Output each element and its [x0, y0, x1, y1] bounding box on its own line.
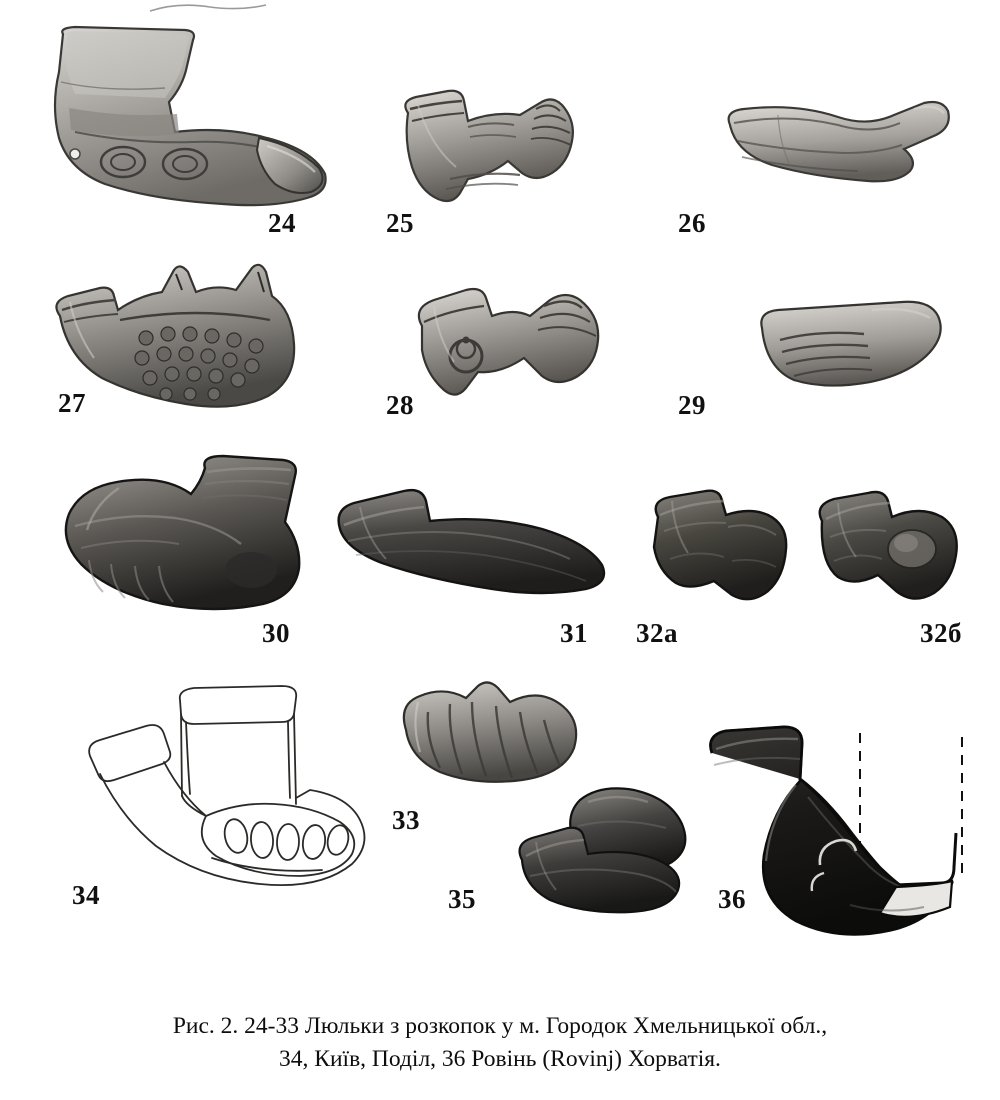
figure-item-35 [508, 782, 708, 922]
figure-item-25 [390, 75, 620, 210]
figure-item-36 [700, 715, 970, 955]
figure-label-27: 27 [58, 388, 86, 418]
figure-item-30 [55, 452, 320, 617]
figure-item-28 [404, 282, 624, 402]
figure-item-32a [640, 487, 800, 612]
figure-label-34: 34 [72, 880, 100, 910]
figure-item-29 [752, 300, 952, 395]
figure-label-32b: 32б [920, 618, 962, 648]
figure-item-32b [808, 487, 968, 612]
figure-label-35: 35 [448, 884, 476, 914]
figure-item-26 [718, 95, 958, 195]
stray-mark [148, 0, 268, 14]
figure-item-33 [392, 678, 592, 788]
figure-item-34 [60, 678, 370, 908]
figure-caption [0, 1010, 1000, 1077]
caption-line-2: 34, Київ, Поділ, 36 Ровінь (Rovinj) Хорватія. [279, 1046, 721, 1073]
figure-item-31 [330, 485, 615, 610]
caption-line-1: Рис. 2. 24-33 Люльки з розкопок у м. Городок Хмельницької обл., [172, 1013, 828, 1039]
figure-label-36: 36 [718, 884, 746, 914]
figure-label-32a: 32а [636, 618, 678, 648]
figure-label-24: 24 [268, 208, 296, 238]
figure-label-25: 25 [386, 208, 414, 238]
figure-label-29: 29 [678, 390, 706, 420]
figure-item-24 [45, 22, 335, 212]
figure-label-26: 26 [678, 208, 706, 238]
figure-label-28: 28 [386, 390, 414, 420]
figure-label-30: 30 [262, 618, 290, 648]
figure-label-33: 33 [392, 805, 420, 835]
figure-label-31: 31 [560, 618, 588, 648]
